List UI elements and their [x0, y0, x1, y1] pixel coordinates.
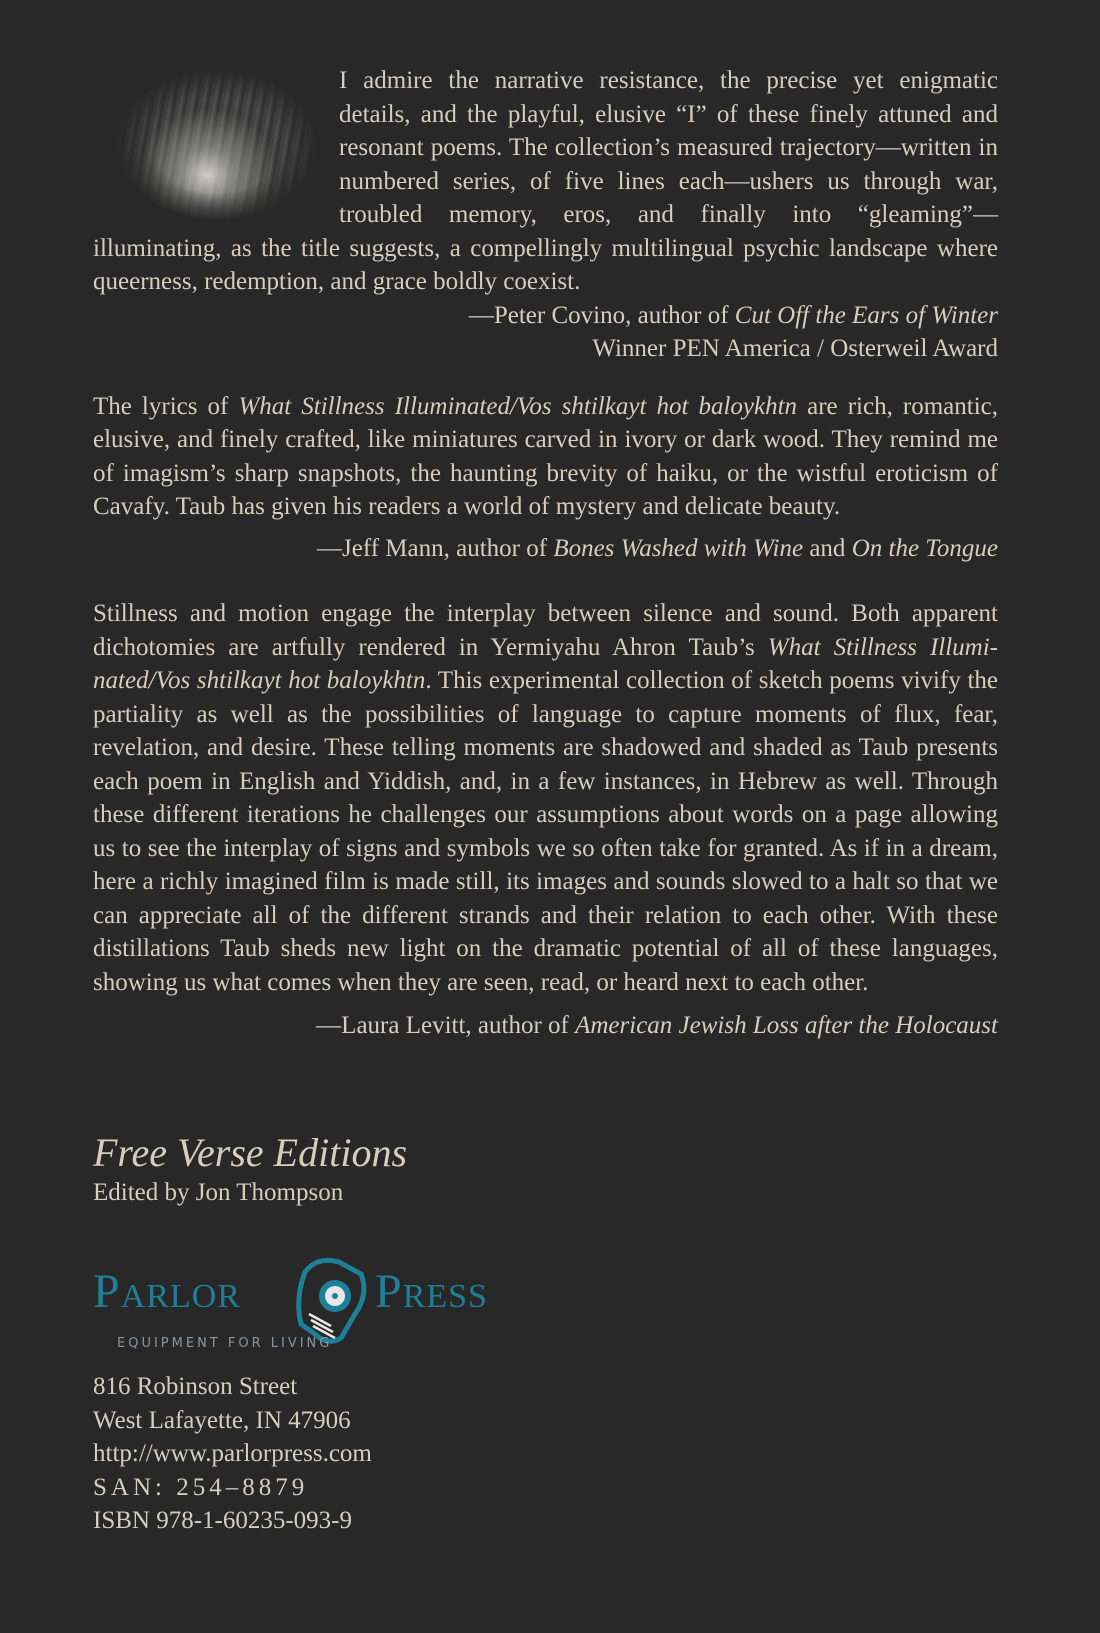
attribution [93, 299, 998, 333]
street: 816 Robinson Street [93, 1373, 298, 1400]
attribution [93, 1009, 998, 1043]
cover-photo [117, 70, 317, 220]
blurb-covino [93, 64, 998, 366]
logo-word-parlor: Parlor [93, 1265, 241, 1318]
blurb-mann [93, 390, 998, 566]
city: West Lafayette, IN 47906 [93, 1406, 351, 1434]
text-span: are rich, romantic, elusive, and finely crafted, like miniatures carved in ivory or dark wood. They remind me of imagism’s sharp snapshots, the haunting brevity of haiku, or the wistful eroticism of Cavafy. Taub has given his readers a world of mystery and delicate beauty. [93, 392, 999, 520]
blurb-text: I admire the narrative resistance, the precise yet enigmatic details, and the playful, elusive “I” of these finely attuned and resonant poems. The collection’s measured trajectory—written in numbered series, of five lines each—ushers us through war, troubled memory, eros, and finally into “gleaming”—illuminating, as the title suggests, a compellingly multilingual psychic landscape where queerness, redemption, and grace boldly coexist. [93, 67, 998, 295]
blurbs [93, 64, 998, 1043]
publisher-address [93, 1370, 372, 1538]
logo-word-press: Press [375, 1265, 488, 1318]
book-title: What Stillness Illuminated/Vos shtilkayt hot baloykhtn [238, 392, 798, 420]
book-title: Bones Washed with Wine [553, 534, 804, 562]
attribution-prefix: —Peter Covino, author of [468, 301, 735, 329]
attribution [93, 532, 998, 566]
publisher-logo [93, 1262, 543, 1362]
blurb-text [93, 390, 998, 524]
san-number: SAN: 254–8879 [93, 1473, 309, 1501]
text-span: Stillness and motion engage the interplay between silence and sound. Both apparent dichotomies are artfully rendered in Yermiyahu Ahron Taub’s [93, 600, 998, 661]
blurb-levitt [93, 597, 998, 1043]
series-info [93, 1130, 407, 1208]
website-link[interactable]: http://www.parlorpress.com [93, 1440, 372, 1467]
text-span: and [803, 534, 852, 562]
book-title: Cut Off the Ears of Winter [734, 301, 998, 329]
book-title: American Jewish Loss after the Holocaust [575, 1012, 998, 1039]
text-span: . This experimental collection of sketch poems vivify the partiality as well as the possibilities of language to capture moments of flux, fear, revelation, and desire. These telling moments are shadowed and shaded as Taub presents each poem in English and Yiddish, and, in a few instances, in Hebrew as well. Through these different iterations he challenges our assumptions about words on a page allowing us to see the interplay of signs and symbols we so often take for granted. As if in a dream, here a richly imagined film is made still, its images and sounds slowed to a halt so that we can appreciate all of the different strands and their relation to each other. With these distillations Taub sheds new light on the dramatic potential of all of these languages, showing us what comes when they are seen, read, or heard next to each other. [93, 667, 999, 996]
text-span: The lyrics of [93, 392, 239, 420]
logo-tagline: EQUIPMENT FOR LIVING [117, 1336, 333, 1351]
isbn: ISBN 978-1-60235-093-9 [93, 1507, 353, 1534]
series-editor: Edited by Jon Thompson [93, 1179, 344, 1206]
book-title: What Stillness Illuminated/Vos shtilkayt hot baloykhtn [93, 633, 998, 694]
series-title: Free Verse Editions [93, 1130, 408, 1175]
attribution-prefix: —Laura Levitt, author of [316, 1012, 576, 1039]
attribution-prefix: —Jeff Mann, author of [317, 534, 554, 562]
award-line: Winner PEN America / Osterweil Award [592, 335, 998, 362]
book-title: On the Tongue [851, 534, 998, 562]
blurb-text [93, 597, 998, 999]
